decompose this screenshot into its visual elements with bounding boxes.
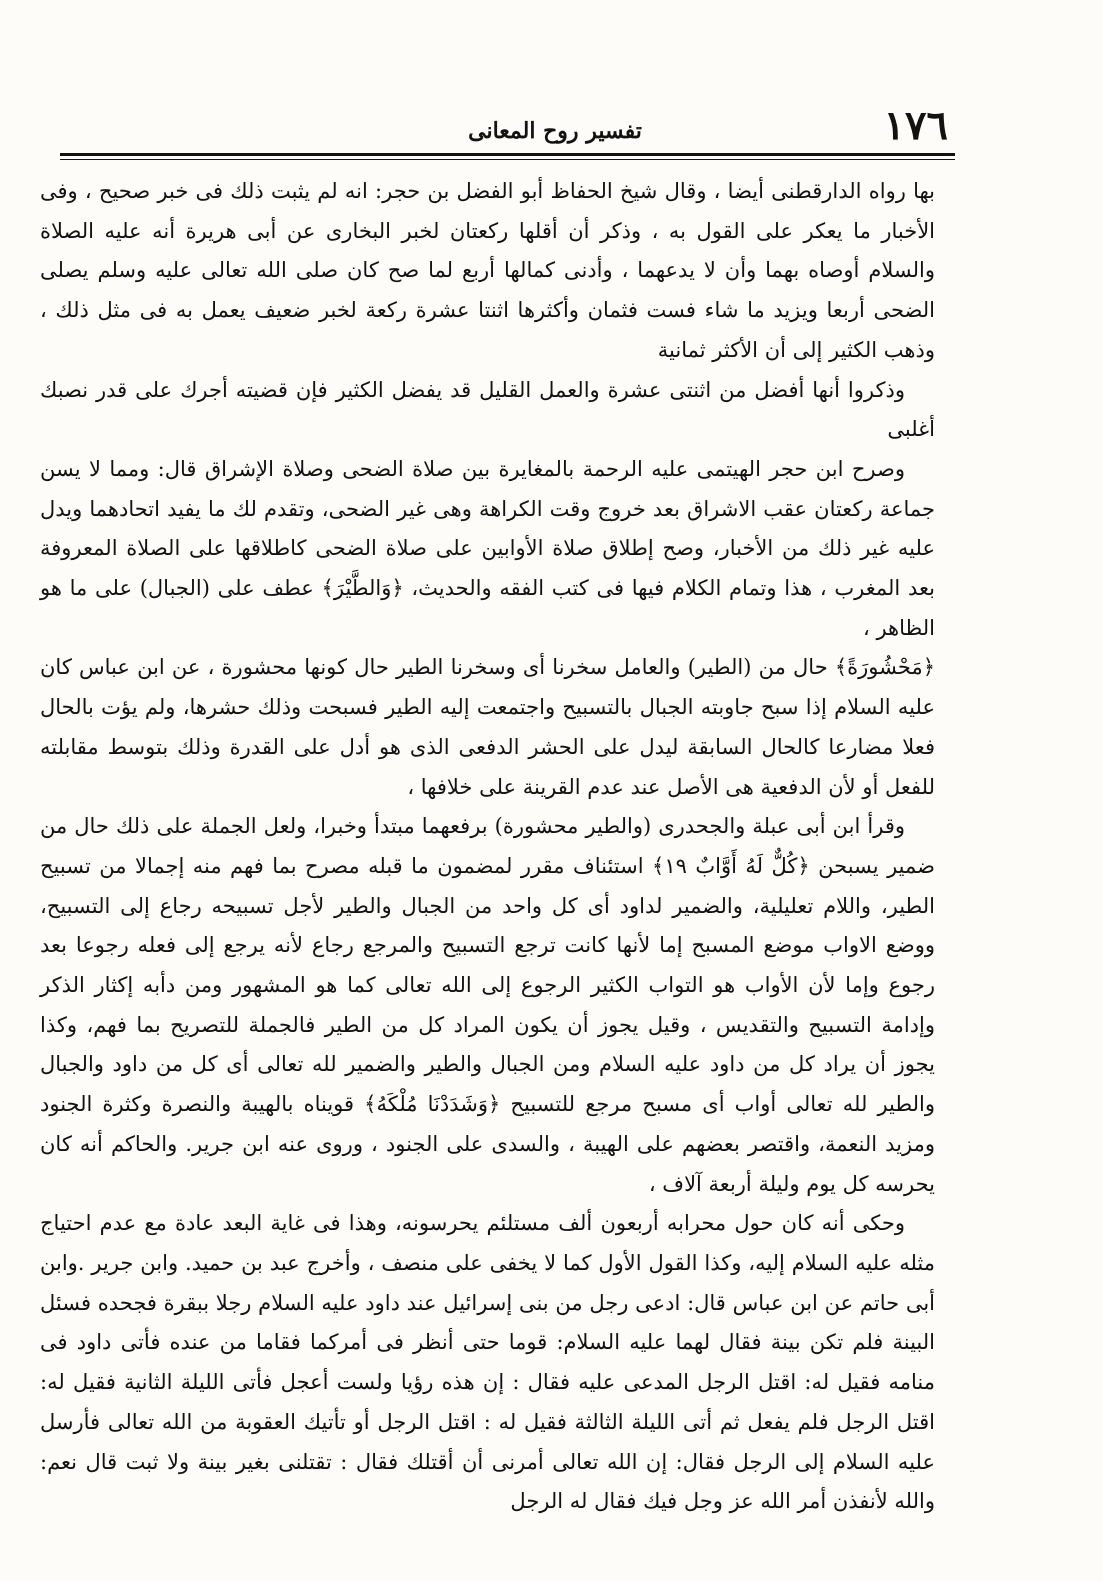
- paragraph-4: ﴿مَحْشُورَةً﴾ حال من (الطير) والعامل سخرنا أى وسخرنا الطير حال كونها محشورة ، عن ابن عباس كان عليه السلام إذا سبح جاوبته الجبال بالتسبيح واجتمعت إليه الطير فسبحت وذلك حشرها، ولم يؤت بالحال فعلا مضارعا كالحال السابقة ليدل على الحشر الدفعى الذى هو أدل على القدرة وذلك بتوسط مقابلته للفعل أو لأن الدفعية هى الأصل عند عدم القرينة على خلافها ،: [40, 655, 935, 799]
- body-text: [40, 172, 935, 1522]
- header-rule-thin: [60, 159, 955, 160]
- paragraph-5: وقرأ ابن أبى عبلة والجحدرى (والطير محشورة) برفعهما مبتدأ وخبرا، ولعل الجملة على ذلك حال من ضمير يسبحن ﴿كُلٌّ لَهُ أَوَّابٌ ١٩﴾ استئناف مقرر لمضمون ما قبله مصرح بما فهم منه إجمالا من تسبيح الطير، واللام تعليلية، والضمير لداود أى كل واحد من الجبال والطير لأجل تسبيحه رجاع إلى التسبيح، ووضع الاواب موضع المسبح إما لأنها كانت ترجع التسبيح والمرجع رجاع لأنه يرجع إلى فعله رجوعا بعد رجوع وإما لأن الأواب هو التواب الكثير الرجوع إلى الله تعالى كما هو المشهور ومن دأبه إكثار الذكر وإدامة التسبيح والتقديس ، وقيل يجوز أن يكون المراد كل من الطير فالجملة للتصريح بما فهم، وكذا يجوز أن يراد كل من داود عليه السلام ومن الجبال والطير والضمير لله تعالى أى كل من داود والجبال والطير لله تعالى أواب أى مسبح مرجع للتسبيح ﴿وَشَدَدْنَا مُلْكَهُ﴾ قويناه بالهيبة والنصرة وكثرة الجنود ومزيد النعمة، واقتصر بعضهم على الهيبة ، والسدى على الجنود ، وروى عنه ابن جرير. والحاكم أنه كان يحرسه كل يوم وليلة أربعة آلاف ،: [40, 814, 936, 1196]
- header-rule: [60, 153, 955, 156]
- page-number: ١٧٦: [883, 102, 948, 149]
- running-title: تفسير روح المعانى: [468, 118, 642, 144]
- paragraph-3: وصرح ابن حجر الهيتمى عليه الرحمة بالمغايرة بين صلاة الضحى وصلاة الإشراق قال: ومما لا يسن جماعة ركعتان عقب الاشراق بعد خروج وقت الكراهة وهى غير الضحى، وتقدم لك ما يفيد اتحادهما ويدل عليه غير ذلك من الأخبار، وصح إطلاق صلاة الأوابين على صلاة الضحى كاطلاقها على الصلاة المعروفة بعد المغرب ، هذا وتمام الكلام فيها فى كتب الفقه والحديث، ﴿وَالطَّيْرَ﴾ عطف على (الجبال) على ما هو الظاهر ،: [40, 456, 935, 640]
- paragraph-2: وذكروا أنها أفضل من اثنتى عشرة والعمل القليل قد يفضل الكثير فإن قضيته أجرك على قدر نصبك أغلبى: [40, 377, 935, 442]
- paragraph-6: وحكى أنه كان حول محرابه أربعون ألف مستلئم يحرسونه، وهذا فى غاية البعد عادة مع عدم احتياج مثله عليه السلام إليه، وكذا القول الأول كما لا يخفى على منصف ، وأخرج عبد بن حميد. وابن جرير .وابن أبى حاتم عن ابن عباس قال: ادعى رجل من بنى إسرائيل عند داود عليه السلام رجلا ببقرة فجحده فسئل البينة فلم تكن بينة فقال لهما عليه السلام: قوما حتى أنظر فى أمركما فقاما من عنده فأتى داود فى منامه فقيل له: اقتل الرجل المدعى عليه فقال : إن هذه رؤيا ولست أعجل فأتى الليلة الثانية فقيل له: اقتل الرجل فلم يفعل ثم أتى الليلة الثالثة فقيل له : اقتل الرجل أو تأتيك العقوبة من الله تعالى فأرسل عليه السلام إلى الرجل فقال: إن الله تعالى أمرنى أن أقتلك فقال : تقتلنى بغير بينة ولا ثبت قال نعم: والله لأنفذن أمر الله عز وجل فيك فقال له الرجل: [40, 1211, 935, 1514]
- paragraph-1: بها رواه الدارقطنى أيضا ، وقال شيخ الحفاظ أبو الفضل بن حجر: انه لم يثبت ذلك فى خبر صحيح ، وفى الأخبار ما يعكر على القول به ، وذكر أن أقلها ركعتان لخبر البخارى عن أبى هريرة أنه عليه الصلاة والسلام أوصاه بهما وأن لا يدعهما ، وأدنى كمالها أربع لما صح كان صلى الله تعالى عليه وسلم يصلى الضحى أربعا ويزيد ما شاء فست فثمان وأكثرها اثنتا عشرة ركعة لخبر ضعيف يعمل به فى مثل ذلك ، وذهب الكثير إلى أن الأكثر ثمانية: [40, 179, 936, 362]
